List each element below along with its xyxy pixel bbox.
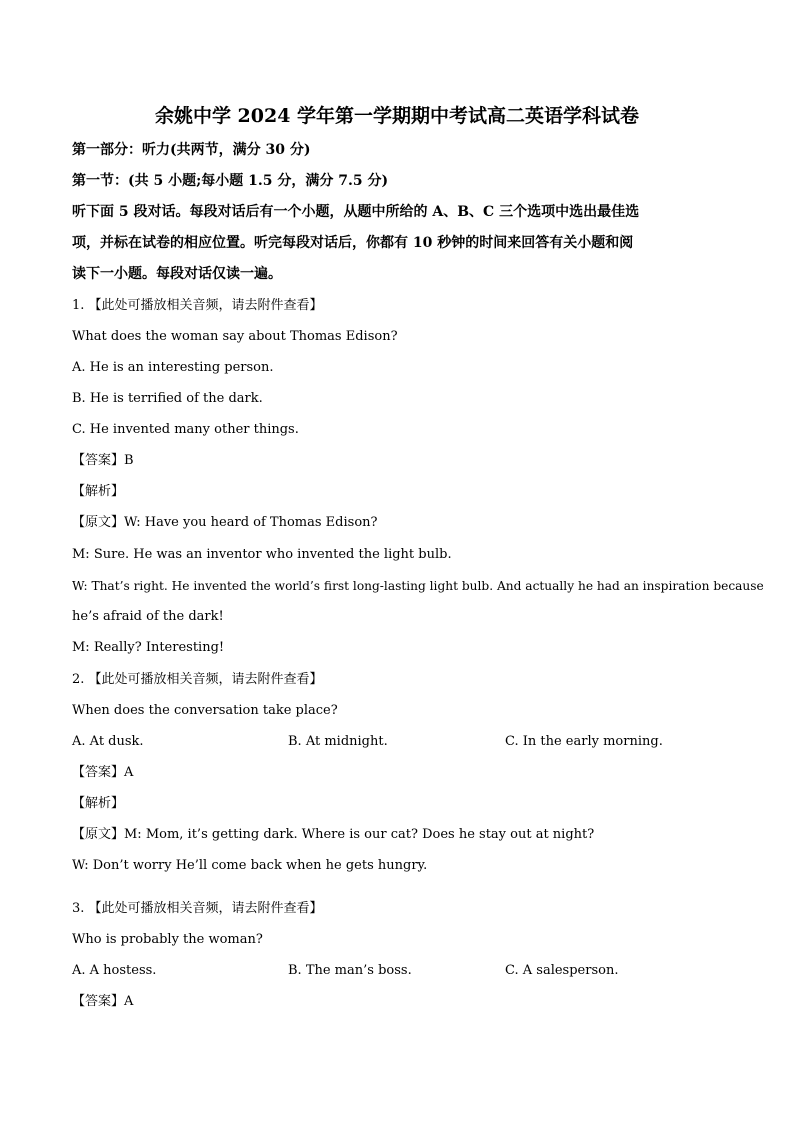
q3-answer: 【答案】A [72,994,134,1009]
page-title: 余姚中学 2024 学年第一学期期中考试高二英语学科试卷 [154,105,640,127]
q2-option-a: A. At dusk. [72,734,144,749]
instruction-line-3: 读下一小题。每段对话仅读一遍。 [72,266,282,282]
q1-header: 1. 【此处可播放相关音频，请去附件查看】 [72,298,323,313]
q1-transcript-line: M: Really? Interesting! [72,640,225,655]
q2-transcript-line: 【原文】M: Mom, it’s getting dark. Where is our cat? Does he stay out at night? [72,827,595,842]
q3-option-a: A. A hostess. [72,963,157,978]
q2-question: When does the conversation take place? [72,703,338,718]
q2-option-b: B. At midnight. [288,734,388,749]
q3-header: 3. 【此处可播放相关音频，请去附件查看】 [72,901,323,916]
section-heading: 第一节：(共 5 小题;每小题 1.5 分，满分 7.5 分) [72,173,389,189]
q1-transcript-line: 【原文】W: Have you heard of Thomas Edison? [72,515,378,530]
part-heading: 第一部分：听力(共两节，满分 30 分) [72,142,311,158]
q2-analysis: 【解析】 [72,796,125,811]
q2-transcript-line: W: Don’t worry He’ll come back when he gets hungry. [72,858,428,873]
q1-option-b: B. He is terrified of the dark. [72,391,263,406]
q1-option-a: A. He is an interesting person. [72,360,274,375]
q1-transcript-line: he’s afraid of the dark! [72,609,224,624]
q3-option-c: C. A salesperson. [505,963,619,978]
q1-question: What does the woman say about Thomas Edison? [72,329,398,344]
q1-answer: 【答案】B [72,453,134,468]
q1-option-c: C. He invented many other things. [72,422,299,437]
q2-answer: 【答案】A [72,765,134,780]
instruction-line-1: 听下面 5 段对话。每段对话后有一个小题，从题中所给的 A、B、C 三个选项中选出最佳选 [72,204,640,220]
instruction-line-2: 项，并标在试卷的相应位置。听完每段对话后，你都有 10 秒钟的时间来回答有关小题和阅 [72,235,634,251]
q3-question: Who is probably the woman? [72,932,263,947]
q1-transcript-line: W: That’s right. He invented the world’s first long-lasting light bulb. And actually he had an inspiration because [72,579,764,593]
q2-header: 2. 【此处可播放相关音频，请去附件查看】 [72,672,323,687]
q3-option-b: B. The man’s boss. [288,963,412,978]
q1-analysis: 【解析】 [72,484,125,499]
q2-option-c: C. In the early morning. [505,734,663,749]
q1-transcript-line: M: Sure. He was an inventor who invented the light bulb. [72,547,452,562]
